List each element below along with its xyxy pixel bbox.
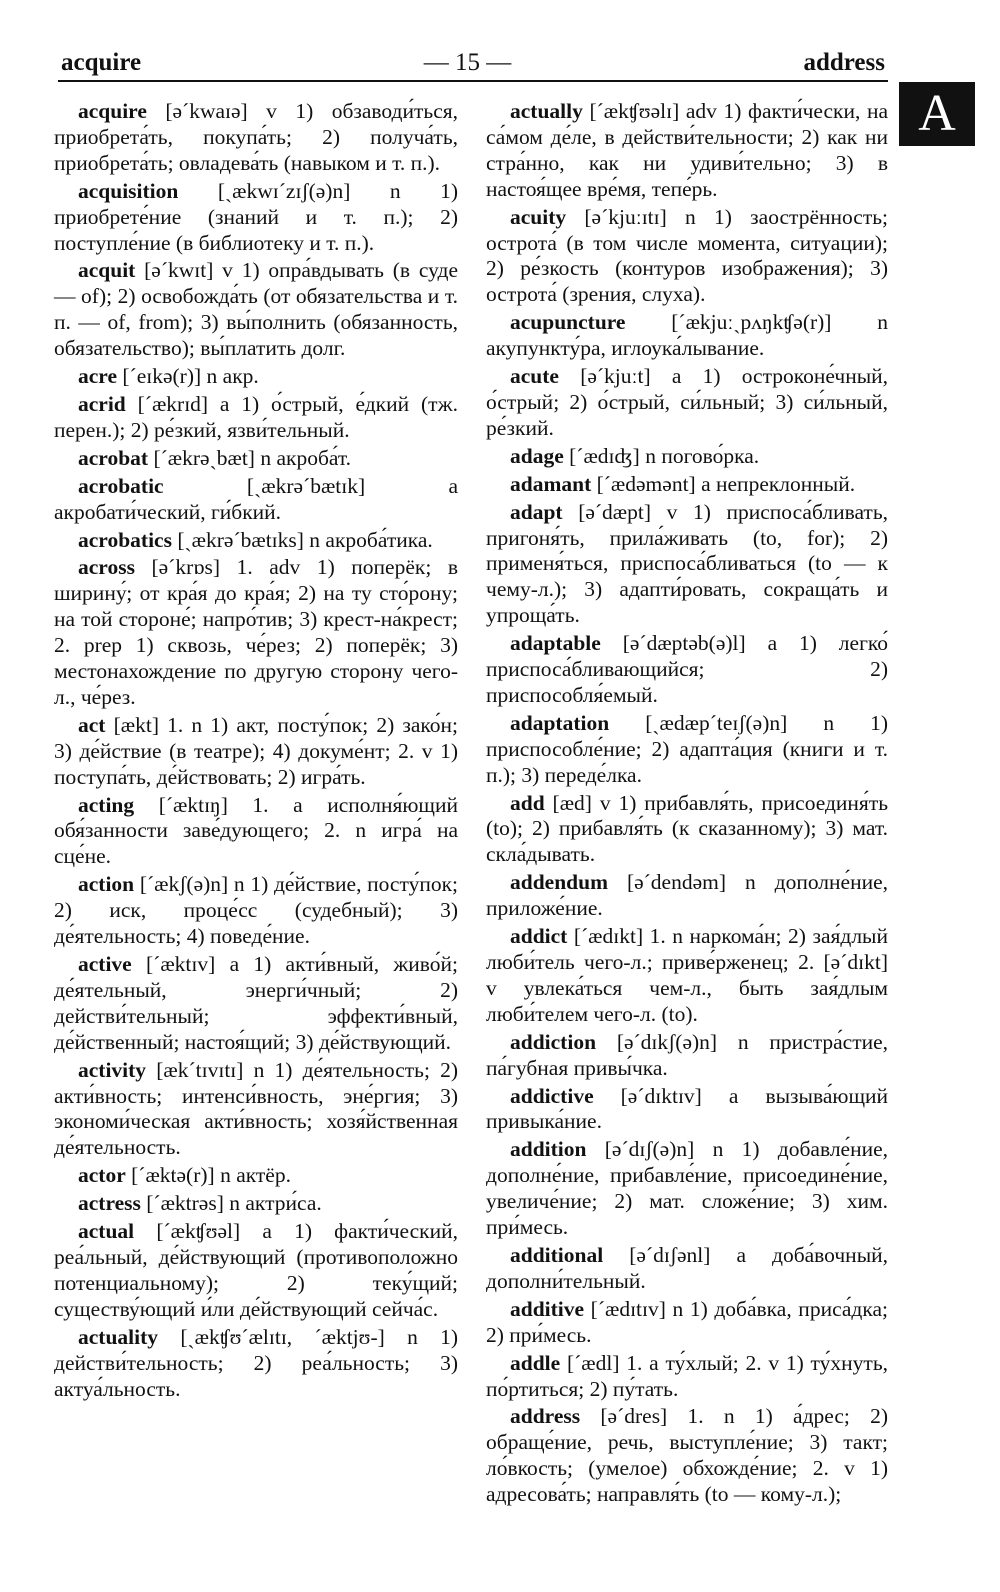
entry-headword: adage (510, 443, 564, 468)
entry-headword: actress (78, 1191, 141, 1216)
entry-headword: acquisition (78, 178, 179, 203)
dictionary-entry (54, 446, 458, 472)
dictionary-entry (486, 500, 888, 630)
entry-headword: adaptation (510, 710, 610, 735)
entry-headword: acquit (78, 258, 136, 283)
entry-definition: 1. adv 1) поперёк; в ширину́; от кра́я до кра́я; 2) на ту сто́рону; на той стороне́; напро́тив; 3) крест-на́крест; 2. prep 1) сквозь, че́рез; 2) поперёк; 3) местонахождение по другую сторону чего-л., че́рез. (54, 555, 459, 709)
entry-pronunciation: [ə´kwaɪə] (165, 99, 248, 123)
entry-definition: a 1) о́стрый, е́дкий (тж. перен.); 2) ре́зкий, язви́тельный. (54, 391, 459, 442)
entry-pronunciation: [ˏækʧʊ´ælɪtɪ, ´æktjʊ-] (180, 1324, 385, 1349)
entry-headword: addiction (510, 1029, 597, 1054)
entry-definition: a 1) акти́вный, живо́й; де́ятельный, энерги́чный; 2) действи́тельный; эффекти́вный, де́йственный; настоя́щий; 3) де́йствующий. (54, 952, 459, 1054)
dictionary-entry (486, 444, 888, 470)
entry-definition: n погово́рка. (645, 443, 760, 468)
dictionary-entry (486, 1297, 888, 1349)
entry-pronunciation: [ə´dres] (600, 1404, 668, 1429)
entry-headword: across (78, 555, 135, 580)
header-right-guideword: address (803, 49, 885, 76)
dictionary-entry (486, 870, 888, 922)
entry-pronunciation: [ə´dɪkʃ(ə)n] (616, 1029, 718, 1054)
dictionary-entry (54, 1058, 458, 1162)
entry-headword: addle (510, 1350, 561, 1375)
dictionary-entry (54, 528, 458, 554)
entry-headword: actual (78, 1219, 135, 1244)
letter-tab: A (899, 82, 975, 146)
dictionary-entry (486, 472, 888, 498)
page-number: — 15 — (423, 49, 512, 76)
entry-headword: actuality (78, 1324, 159, 1349)
entry-definition: v 1) приспоса́бливать, пригоня́ть, прила́живать (to, for); 2) применя́ться, приспоса́бливаться (to — к чему-л.); 3) адапти́ровать, сокраща́ть и упроща́ть. (486, 499, 889, 628)
entry-headword: acquire (78, 99, 147, 123)
dictionary-entry (54, 952, 458, 1056)
entry-pronunciation: [ə´dɪʃənl] (629, 1242, 711, 1267)
entry-definition: n актри́са. (229, 1191, 322, 1216)
entry-definition: v 1) прибавля́ть, присоединя́ть (to); 2) прибавля́ть (к сказанному); 3) мат. скла́дывать. (486, 790, 889, 867)
entry-definition: n акроба́т. (260, 445, 352, 470)
dictionary-entry (486, 631, 888, 709)
dictionary-entry (486, 205, 888, 309)
entry-pronunciation: [´ædɪʤ] (569, 443, 640, 468)
entry-pronunciation: [ˏækrə´bætɪk] (246, 473, 366, 498)
dictionary-entry (486, 1243, 888, 1295)
entry-headword: acre (78, 364, 117, 389)
dictionary-entry (54, 258, 458, 362)
entry-pronunciation: [´æktə(r)] (131, 1163, 215, 1188)
entry-pronunciation: [ˏækwɪ´zɪʃ(ə)n] (217, 178, 351, 203)
entry-definition: v 1) опра́вдывать (в суде — of); 2) освобожда́ть (от обязательства и т. п. — of, from); 3) вы́полнить (обязанность, обязательство); вы́платить долг. (54, 258, 458, 361)
dictionary-entry (54, 793, 458, 871)
entry-definition: n актёр. (220, 1163, 291, 1188)
entry-definition: n 1) заострённость; острота́ (в том числе момента, ситуации); 2) ре́зкость (контуров изображения); 3) острота́ (зрения, слуха). (486, 204, 889, 307)
entry-headword: adamant (510, 471, 592, 496)
left-column (54, 99, 458, 1404)
entry-headword: acrid (78, 391, 126, 416)
entry-definition: n 1) действи́тельность; 2) реа́льность; 3) актуа́льность. (54, 1324, 458, 1401)
entry-headword: addendum (510, 870, 608, 895)
entry-pronunciation: [ə´dæptəb(ə)l] (622, 631, 746, 656)
entry-headword: addictive (510, 1083, 594, 1108)
entry-definition: v 1) обзаводи́ться, приобрета́ть, покупа́ть; 2) получа́ть, приобрета́ть; овладева́ть (навыком и т. п.). (54, 99, 459, 175)
entry-definition: a 1) легко́ приспоса́бливающийся; 2) приспособля́емый. (486, 631, 888, 707)
dictionary-entry (54, 555, 458, 710)
entry-definition: n 1) приспособле́ние; 2) адапта́ция (книги и т. п.); 3) переде́лка. (486, 710, 889, 787)
entry-definition: adv 1) факти́чески, на са́мом де́ле, в действи́тельности; 2) как ни стра́нно, как ни удиви́тельно; 3) в настоя́щее вре́мя, тепе́рь. (486, 99, 889, 201)
entry-headword: acuity (510, 204, 567, 229)
entry-pronunciation: [´eɪkə(r)] (122, 364, 202, 389)
entry-pronunciation: [´æktrəs] (146, 1191, 224, 1216)
dictionary-entry (486, 1030, 888, 1082)
entry-pronunciation: [æd] (552, 790, 592, 815)
dictionary-entry (54, 1325, 458, 1403)
entry-definition: a непреклонный. (701, 471, 856, 496)
entry-pronunciation: [´ædəmənt] (596, 471, 696, 496)
entry-pronunciation: [´ækjuːˏpʌŋkʧə(r)] (671, 310, 832, 335)
entry-definition: a 1) остроконе́чный, о́стрый; 2) о́стрый, си́льный; 3) си́льный, ре́зкий. (486, 364, 889, 440)
entry-headword: addict (510, 924, 568, 949)
dictionary-entry (486, 99, 888, 203)
dictionary-entry (54, 364, 458, 390)
entry-headword: actually (510, 99, 583, 123)
entry-definition: n дополне́ние, приложе́ние. (486, 870, 889, 921)
entry-headword: adaptable (510, 631, 601, 656)
entry-pronunciation: [ˏækrə´bætɪks] (177, 527, 304, 552)
dictionary-entry (486, 310, 888, 362)
entry-definition: 1. n 1) акт, посту́пок; 2) зако́н; 3) де́йствие (в театре); 4) докуме́нт; 2. v 1) поступа́ть, де́йствовать; 2) игра́ть. (54, 712, 458, 789)
entry-definition: n 1) добавле́ние, дополне́ние, прибавле́ние, присоедине́ние, увеличе́ние; 2) мат. сложе́ние; 3) хим. при́месь. (486, 1137, 889, 1240)
entry-headword: acting (78, 792, 135, 817)
entry-pronunciation: [´æktɪv] (146, 952, 216, 976)
entry-headword: acute (510, 364, 559, 389)
entry-pronunciation: [´ædɪtɪv] (590, 1296, 666, 1321)
entry-headword: adapt (510, 499, 563, 524)
entry-definition: n акр. (206, 364, 259, 389)
entry-pronunciation: [ə´kjuːɪtɪ] (584, 204, 667, 229)
entry-pronunciation: [ə´krɒs] (151, 555, 221, 580)
entry-pronunciation: [ə´kjuːt] (580, 364, 651, 389)
right-column (486, 99, 888, 1510)
entry-pronunciation: [ækt] (113, 712, 159, 737)
dictionary-entry (486, 1404, 888, 1508)
entry-headword: action (78, 872, 135, 897)
dictionary-entry (54, 1219, 458, 1323)
entry-pronunciation: [ˏædæp´teɪʃ(ə)n] (645, 710, 788, 735)
dictionary-entry (486, 791, 888, 869)
entry-pronunciation: [ə´dendəm] (626, 870, 727, 895)
entry-headword: addition (510, 1137, 587, 1162)
dictionary-entry (486, 711, 888, 789)
dictionary-entry (54, 1163, 458, 1189)
entry-headword: active (78, 952, 132, 976)
dictionary-entry (486, 1084, 888, 1136)
entry-definition: 1. a исполня́ющий обя́занности заве́дующего; 2. n игра́ на сце́не. (54, 792, 458, 869)
entry-definition: a доба́вочный, дополни́тельный. (486, 1242, 889, 1293)
entry-definition: n 1) доба́вка, приса́дка; 2) при́месь. (486, 1296, 888, 1347)
entry-definition: n акупункту́ра, иглоука́лывание. (486, 310, 888, 361)
header-rule (58, 80, 888, 82)
entry-headword: add (510, 790, 545, 815)
entry-headword: acrobatic (78, 473, 164, 498)
entry-definition: 1. n 1) а́дрес; 2) обраще́ние, речь, выступле́ние; 3) такт; ло́вкость; (умелое) обхожде́ние; 2. v 1) адресова́ть; направля́ть (to — кому-л.); (486, 1404, 889, 1507)
dictionary-entry (486, 1137, 888, 1241)
entry-headword: act (78, 712, 106, 737)
header-left-guideword: acquire (61, 49, 142, 76)
entry-headword: acrobat (78, 445, 149, 470)
dictionary-entry (54, 474, 458, 526)
entry-definition: n 1) приобрете́ние (знаний и т. п.); 2) поступле́ние (в библиотеку и т. п.). (54, 178, 459, 255)
entry-definition: n 1) де́йствие, посту́пок; 2) иск, проце́сс (судебный); 3) де́ятельность; 4) поведе́ние. (54, 872, 459, 949)
entry-pronunciation: [ə´dɪktɪv] (620, 1083, 702, 1108)
entry-pronunciation: [´ækrəˏbæt] (153, 445, 255, 470)
entry-definition: n 1) де́ятельность; 2) акти́вность; интенси́вность, эне́ргия; 3) экономи́ческая акти́вность; хозя́йственная де́ятельность. (54, 1057, 459, 1160)
entry-headword: acupuncture (510, 310, 626, 335)
dictionary-entry (54, 179, 458, 257)
dictionary-entry (486, 924, 888, 1028)
entry-pronunciation: [ə´dɪʃ(ə)n] (604, 1137, 695, 1162)
entry-pronunciation: [æk´tɪvɪtɪ] (156, 1057, 244, 1082)
dictionary-entry (54, 99, 458, 177)
dictionary-entry (54, 713, 458, 791)
entry-pronunciation: [´ækʃ(ə)n] (139, 872, 229, 897)
dictionary-entry (54, 872, 458, 950)
entry-headword: address (510, 1404, 581, 1429)
entry-pronunciation: [´ædɪkt] (573, 924, 644, 949)
entry-headword: acrobatics (78, 527, 172, 552)
entry-pronunciation: [´æktɪŋ] (158, 792, 228, 817)
entry-pronunciation: [´ækʧʊəlɪ] (589, 99, 680, 123)
entry-definition: 1. n наркома́н; 2) зая́длый люби́тель чего-л.; приве́рженец; 2. [ə´dɪkt] v увлека́ться чем-л., быть зая́длым люби́телем чего-л. (to). (486, 924, 888, 1026)
entry-headword: additive (510, 1296, 585, 1321)
dictionary-entry (486, 364, 888, 442)
dictionary-entry (486, 1351, 888, 1403)
entry-definition: n акроба́тика. (309, 527, 433, 552)
entry-definition: a вызыва́ющий привыка́ние. (486, 1083, 889, 1134)
entry-pronunciation: [´ædl] (566, 1350, 620, 1375)
entry-pronunciation: [´ækrɪd] (137, 391, 209, 416)
entry-pronunciation: [ə´kwɪt] (144, 258, 214, 283)
entry-headword: additional (510, 1242, 604, 1267)
entry-definition: a акробати́ческий, ги́бкий. (54, 473, 459, 524)
entry-definition: n пристра́стие, па́губная привы́чка. (486, 1029, 889, 1080)
entry-headword: activity (78, 1057, 147, 1082)
entry-definition: 1. a ту́хлый; 2. v 1) ту́хнуть, по́ртиться; 2) пу́тать. (486, 1350, 888, 1401)
entry-pronunciation: [ə´dæpt] (578, 499, 652, 524)
entry-headword: actor (78, 1163, 126, 1188)
dictionary-entry (54, 1191, 458, 1217)
entry-definition: a 1) факти́ческий, реа́льный, де́йствующий (противоположно потенциальному); 2) теку́щий; существу́ющий и́ли де́йствующий сейча́с. (54, 1219, 458, 1321)
dictionary-entry (54, 392, 458, 444)
entry-pronunciation: [´ækʧʊəl] (156, 1219, 241, 1244)
